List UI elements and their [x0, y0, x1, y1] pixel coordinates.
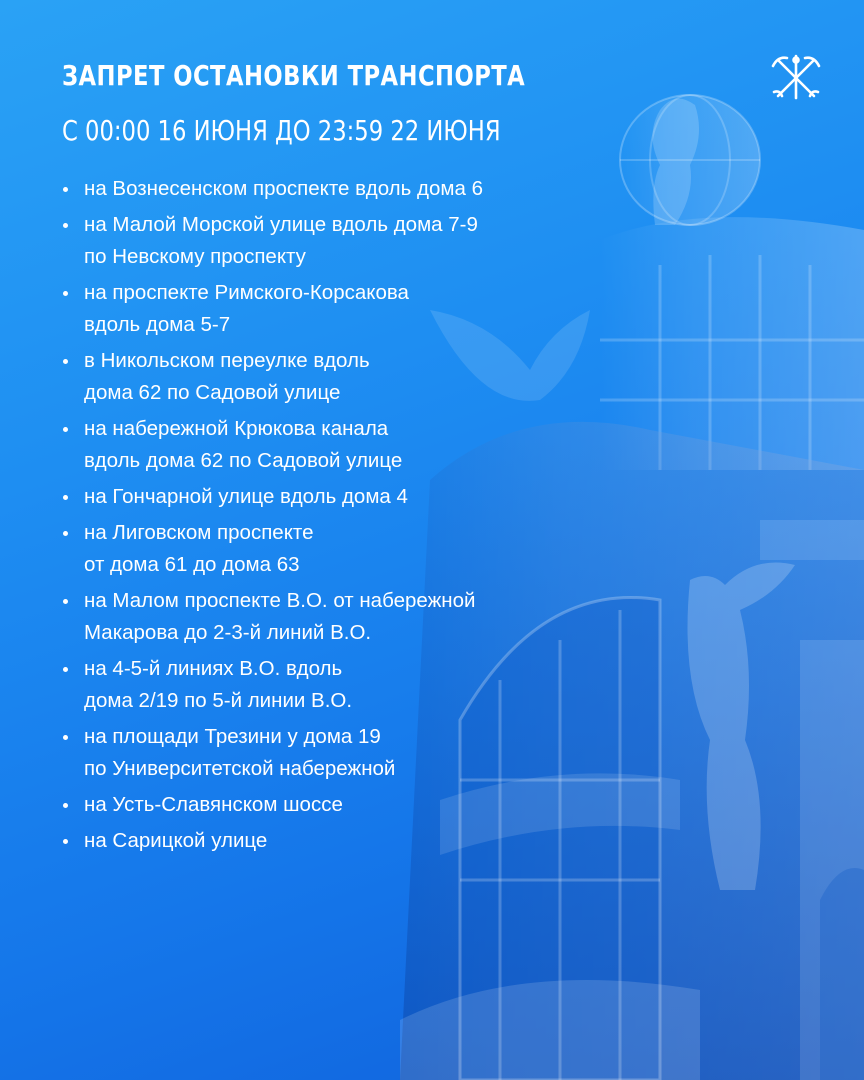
- date-range: С 00:00 16 ИЮНЯ ДО 23:59 22 ИЮНЯ: [62, 114, 501, 147]
- list-item: на 4-5-й линиях В.О. вдоль дома 2/19 по 5-й линии В.О.: [62, 653, 622, 717]
- notice-content: [62, 60, 622, 861]
- list-item: на Малом проспекте В.О. от набережной Макарова до 2-3-й линий В.О.: [62, 585, 622, 649]
- list-item: на проспекте Римского-Корсакова вдоль дома 5-7: [62, 277, 622, 341]
- list-item: на Лиговском проспекте от дома 61 до дома 63: [62, 517, 622, 581]
- street-list: [62, 173, 622, 857]
- list-item: на Усть-Славянском шоссе: [62, 789, 622, 821]
- page-title: ЗАПРЕТ ОСТАНОВКИ ТРАНСПОРТА: [62, 59, 526, 92]
- list-item: на набережной Крюкова канала вдоль дома 62 по Садовой улице: [62, 413, 622, 477]
- spb-coat-of-arms-icon: [770, 52, 822, 102]
- list-item: на площади Трезини у дома 19 по Университетской набережной: [62, 721, 622, 785]
- list-item: в Никольском переулке вдоль дома 62 по Садовой улице: [62, 345, 622, 409]
- list-item: на Малой Морской улице вдоль дома 7-9 по Невскому проспекту: [62, 209, 622, 273]
- list-item: на Вознесенском проспекте вдоль дома 6: [62, 173, 622, 205]
- list-item: на Гончарной улице вдоль дома 4: [62, 481, 622, 513]
- list-item: на Сарицкой улице: [62, 825, 622, 857]
